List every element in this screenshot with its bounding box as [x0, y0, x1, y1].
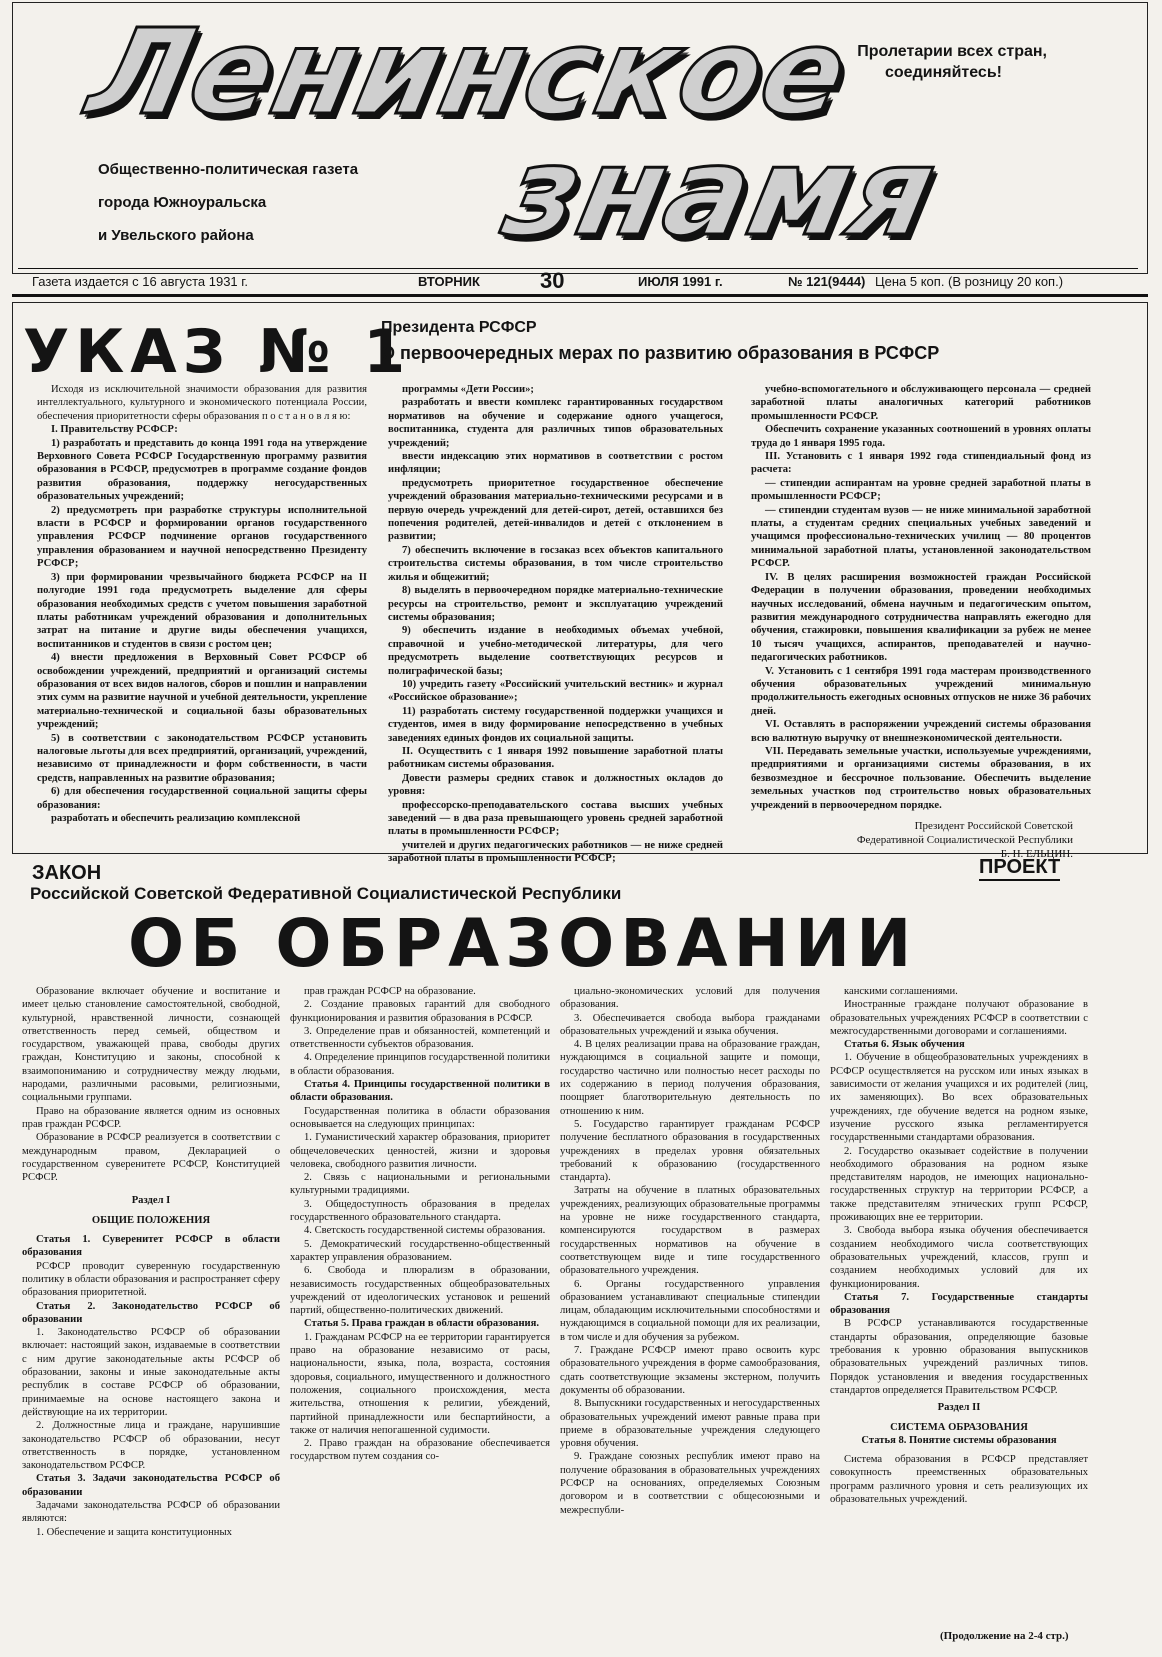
issue-number: № 121(9444) — [788, 274, 866, 289]
divider — [12, 294, 1148, 297]
paragraph: I. Правительству РСФСР: — [51, 424, 178, 436]
law-title: ОБ ОБРАЗОВАНИИ — [128, 905, 918, 982]
article-heading: Статья 3. Задачи законодательства РСФСР об образовании — [22, 1473, 280, 1498]
paragraph: V. Установить с 1 сентября 1991 года мастерам производственного обучения образовательных учреждений минимальную продолжительность ежегодных основных отпусков не ниже 36 рабочих дней. — [751, 665, 1091, 717]
paragraph: Государственная политика в области образования основывается на следующих принципах: — [290, 1105, 550, 1130]
paragraph: 7) обеспечить включение в госзаказ всех объектов капитального строительства системы образования, в том числе строительство жилья и общежитий; — [388, 544, 723, 583]
paragraph: 1. Гуманистический характер образования, приоритет общечеловеческих ценностей, жизни и здоровья человека, свободного развития личности. — [290, 1132, 550, 1170]
paragraph: 2. Государство оказывает содействие в получении необходимого образования на родном языке представителям народов, не имеющих национально-государственных структур на территории РСФСР, а также представителям этнических групп РСФСР, проживающих вне ее территории. — [830, 1145, 1088, 1224]
info-bar — [20, 268, 1120, 294]
issue-month-year: ИЮЛЯ 1991 г. — [638, 274, 723, 289]
slogan-line2: соединяйтесь! — [885, 64, 1002, 81]
paragraph: 2. Право граждан на образование обеспечивается государством путем создания со- — [290, 1438, 550, 1463]
law-column-1 — [22, 985, 280, 1649]
paragraph: циально-экономических условий для получения образования. — [560, 986, 820, 1011]
paragraph: VII. Передавать земельные участки, используемые учреждениями, предприятиями и организациями системы образования, в их безвозмездное и бессрочное пользование. Обеспечить выделение земельных участков под строительство новых образовательных учреждений в первоочередном порядке. — [751, 745, 1091, 811]
paragraph: 5. Государство гарантирует гражданам РСФСР получение бесплатного образования в государственных учреждениях в пределах уровня обязательных требований к образованию (государственного стандарта). — [560, 1118, 820, 1184]
decree-title: О первоочередных мерах по развитию образования в РСФСР — [381, 343, 940, 363]
paragraph: Задачами законодательства РСФСР об образовании являются: — [22, 1499, 280, 1525]
paragraph: 4. Светскость государственной системы образования. — [304, 1225, 546, 1237]
slogan — [807, 41, 1047, 83]
signature-line1: Президент Российской Советской — [914, 820, 1073, 832]
paragraph: — стипендии студентам вузов — не ниже минимальной заработной платы, а студентам средних специальных учебных заведений и учащимся профессионально-технических училищ — 80 процентов минимальной заработной платы, установленной законодательством РСФСР. — [751, 504, 1091, 570]
paragraph: 8) выделять в первоочередном порядке материально-технические ресурсы на строительство, ремонт и эксплуатацию учреждений системы образования; — [388, 585, 723, 623]
divider — [18, 268, 1138, 269]
section-heading: Раздел I — [131, 1195, 171, 1207]
paragraph: учебно-вспомогательного и обслуживающего персонала — средней заработной платы аналогичных категорий работников промышленности РСФСР. — [751, 384, 1091, 422]
decree-column-2 — [388, 383, 723, 865]
newspaper-logo-line2: знамя — [492, 121, 949, 263]
paragraph: 8. Выпускники государственных и негосударственных образовательных учреждений имеют равные права при приеме в образовательные учреждения следующего уровня обучения. — [560, 1398, 820, 1450]
section-heading: ОБЩИЕ ПОЛОЖЕНИЯ — [91, 1214, 211, 1226]
paragraph: 1. Обеспечение и защита конституционных — [36, 1526, 232, 1538]
signature-line2: Федеративной Социалистической Республики — [856, 834, 1073, 846]
paragraph: 9. Граждане союзных республик имеют право на получение образования в образовательных учреждениях РСФСР на основаниях, определяемых Союзным договором и в соответствии с общесоюзными и межреспубли- — [560, 1451, 820, 1516]
paragraph: предусмотреть приоритетное государственное обеспечение учреждений образования материально-техническими ресурсами и в первую очередь учреждений для детей-сирот, детей, оставшихся без попечения родителей, детей-инвалидов и детей с отклонением в развитии; — [388, 477, 723, 543]
paragraph: 6) для обеспечения государственной социальной защиты сферы образования: — [37, 786, 367, 811]
paragraph: IV. В целях расширения возможностей граждан Российской Федерации в получении образования, проведении необходимых научных исследований, обмена научным и педагогическим опытом, развития международного сотрудничества направлять ежегодно для обучения, стажировки, повышения квалификации за рубеж не менее 10 тысяч учащихся, аспирантов, преподавателей и научно-педагогических работников. — [751, 571, 1091, 664]
paragraph: 10) учредить газету «Российский учительский вестник» и журнал «Российское образование»; — [388, 678, 723, 704]
paragraph: Образование включает обучение и воспитание и имеет целью становление самостоятельной, свободной, культурной, нравственной личности, сознающей ответственность перед семьей, обществом и государством, уважающей права, свободы других граждан, Конституцию и законы, способной к взаимопониманию и сотрудничеству между людьми, народами, различными расовыми, религиозными, социальными группами. — [22, 986, 280, 1104]
decree-column-1 — [37, 383, 367, 845]
paragraph: В РСФСР устанавливаются государственные стандарты образования, определяющие базовые требования к уровню образования выпускников образовательных учреждений различных типов. Порядок установления и введения государственных стандартов определяется Правительством РСФСР. — [830, 1318, 1088, 1396]
paragraph: 6. Свобода и плюрализм в образовании, независимость государственных общеобразовательных учреждений от идеологических установок и решений партий, общественно-политических движений. — [290, 1265, 550, 1317]
paragraph: 2. Создание правовых гарантий для свободного функционирования и развития образования в РСФСР. — [290, 999, 550, 1024]
paragraph: 3. Обеспечивается свобода выбора гражданами образовательных учреждений и языка обучения. — [560, 1012, 820, 1037]
paragraph: 3. Определение прав и обязанностей, компетенций и ответственности субъектов образования. — [290, 1025, 550, 1051]
paragraph: III. Установить с 1 января 1992 года стипендиальный фонд из расчета: — [751, 451, 1091, 476]
paragraph: разработать и ввести комплекс гарантированных государством нормативов на обучение и содержание одного учащегося, воспитанника, студента для различных типов образовательных учреждений; — [388, 397, 723, 449]
paragraph: 1. Гражданам РСФСР на ее территории гарантируется право на образование независимо от расы, национальности, языка, пола, возраста, состояния здоровья, социального, имущественного и должностного положения, социального происхождения, места жительства, отношения к религии, убеждений, партийной принадлежности или беспартийности, а также от наличия непогашенной судимости. — [290, 1331, 550, 1436]
article-heading: Статья 5. Права граждан в области образования. — [304, 1318, 540, 1330]
article-heading: Статья 7. Государственные стандарты образования — [830, 1291, 1088, 1317]
article-heading: Статья 4. Принципы государственной политики в области образования. — [290, 1079, 550, 1104]
paragraph: — стипендии аспирантам на уровне средней заработной платы в промышленности РСФСР; — [751, 477, 1091, 503]
paragraph: 4. В целях реализации права на образование граждан, нуждающимся в социальной защите и помощи, государство частично или полностью несет расходы по их содержанию в период получения образования, поощряет благотворительную деятельность по отношению к ним. — [560, 1039, 820, 1117]
paragraph: Иностранные граждане получают образование в образовательных учреждениях РСФСР в соответствии с межгосударственными договорами и соглашениями. — [830, 999, 1088, 1037]
paragraph: 1. Законодательство РСФСР об образовании включает: настоящий закон, издаваемые в соответствии с ним другие законодательные акты РСФСР об образовании, законы и иные законодательные акты республик в составе РСФСР об образовании, принимаемые на основе настоящего закона и действующие на их территории. — [22, 1327, 280, 1418]
paragraph: 6. Органы государственного управления образованием устанавливают специальные стипендии лицам, обладающим исключительными способностями и нуждающимся в социальной помощи для их реализации, в том числе и для обучения за рубежом. — [560, 1278, 820, 1343]
signature-name: Б. Н. ЕЛЬЦИН. — [1000, 848, 1073, 860]
continued-note: (Продолжение на 2-4 стр.) — [940, 1630, 1069, 1642]
section-heading: СИСТЕМА ОБРАЗОВАНИЯ — [890, 1421, 1028, 1433]
paragraph: профессорско-преподавательского состава высших учебных заведений — в два раза превышающего уровень средней заработной платы в промышленности РСФСР; — [388, 799, 723, 838]
paragraph: 11) разработать систему государственной поддержки учащихся и студентов, имея в виду формирование непосредственно в учебных заведениях единых фондов их социальной защиты. — [388, 705, 723, 744]
decree-column-3 — [751, 383, 1091, 823]
subtitle-line2: города Южноуральска — [98, 194, 267, 211]
paragraph: РСФСР проводит суверенную государственную политику в области образования и распространяет сферу образования приоритетной. — [22, 1260, 280, 1299]
paragraph: программы «Дети России»; — [402, 384, 534, 395]
decree-issuer: Президента РСФСР — [381, 319, 537, 336]
paragraph: канскими соглашениями. — [844, 986, 958, 997]
paragraph: 1) разработать и представить до конца 1991 года на утверждение Верховного Совета РСФСР Государственную программу развития образования в РСФСР, предусмотрев в программе создание фондов развития образования, поддержку негосударственных образовательных учреждений; — [37, 437, 367, 503]
paragraph: разработать и обеспечить реализацию комплексной — [51, 813, 301, 824]
paragraph: Исходя из исключительной значимости образования для развития интеллектуального, культурного и экономического потенциала России, обеспечения приоритетности сферы образования п о с т а н о в л я ю: — [37, 384, 367, 422]
draft-label: ПРОЕКТ — [979, 856, 1060, 881]
article-heading: Статья 8. Понятие системы образования — [861, 1434, 1057, 1446]
paragraph: Затраты на обучение в платных образовательных учреждениях, реализующих образовательные программы на уровне не ниже государственного стандарта, компенсируются государством в размерах государственных нормативов на обучение в соответствующем виде и типе государственного образовательного учреждения. — [560, 1185, 820, 1277]
paragraph: Довести размеры средних ставок и должностных окладов до уровня: — [388, 772, 723, 798]
paragraph: 5) в соответствии с законодательством РСФСР установить налоговые льготы для всех предприятий, организаций, учреждений, независимо от принадлежности и форм собственности, в части средств, направленных на развитие образования; — [37, 732, 367, 784]
paragraph: 2. Связь с национальными и региональными культурными традициями. — [290, 1172, 550, 1197]
paragraph: ввести индексацию этих нормативов в соответствии с ростом инфляции; — [388, 451, 723, 476]
decree-section — [12, 302, 1148, 865]
paragraph: VI. Оставлять в распоряжении учреждений системы образования всю валютную выручку от внешнеэкономической деятельности. — [751, 719, 1091, 744]
paragraph: прав граждан РСФСР на образование. — [304, 986, 476, 997]
paragraph: 3) при формировании чрезвычайного бюджета РСФСР на II полугодие 1991 года предусмотреть выделение для сферы образования необходимых средств с учетом повышения заработной платы работникам учреждений образования и дополнительных затрат на питание и другие виды обеспечения учащихся, воспитанников и студентов в связи с ростом цен; — [37, 571, 367, 650]
section-heading: Раздел II — [937, 1402, 981, 1414]
paragraph: 9) обеспечить издание в необходимых объемах учебной, справочной и учебно-методической литературы, для чего предусмотреть выделение соответствующих ресурсов и полиграфической базы; — [388, 625, 723, 677]
paragraph: 7. Граждане РСФСР имеют право освоить курс образовательного учреждения в форме самообразования, сдать соответствующие экзамены экстерном, получить документы об образовании. — [560, 1345, 820, 1396]
paragraph: 4) внести предложения в Верховный Совет РСФСР об освобождении учреждений, предприятий и организаций системы образования от всех видов налогов, сборов и пошлин и направлении этих сумм на развитие научной и учебной деятельности, укрепление материально-технической и социальной базы образовательных учреждений; — [37, 652, 367, 731]
law-column-4 — [830, 985, 1088, 1605]
paragraph: II. Осуществить с 1 января 1992 повышение заработной платы работникам системы образования. — [388, 745, 723, 771]
paragraph: Право на образование является одним из основных прав граждан РСФСР. — [22, 1105, 280, 1130]
law-column-3 — [560, 985, 820, 1649]
law-column-2 — [290, 985, 550, 1649]
signature-block — [813, 819, 1073, 861]
paragraph: 4. Определение принципов государственной политики в области образования. — [290, 1052, 550, 1077]
subtitle-line1: Общественно-политическая газета — [98, 161, 359, 178]
law-republic: Российской Советской Федеративной Социалистической Республики — [30, 884, 622, 903]
paragraph: 3. Свобода выбора языка обучения обеспечивается созданием необходимого числа соответствующих образовательных учреждений, классов, групп и созданием необходимых условий для их функционирования. — [830, 1225, 1088, 1290]
founded-text: Газета издается с 16 августа 1931 г. — [32, 274, 249, 289]
paragraph: 3. Общедоступность образования в пределах государственного образовательного стандарта. — [290, 1198, 550, 1224]
paragraph: 1. Обучение в общеобразовательных учреждениях в РСФСР осуществляется на русском или иных языках в зависимости от желания учащихся и их родителей (лиц, их заменяющих). Во всех образовательных учреждениях, где обучение ведется на родном языке, изучение русского языка регламентируется государственными стандартами образования. — [830, 1052, 1088, 1144]
price: Цена 5 коп. (В розницу 20 коп.) — [875, 274, 1064, 289]
article-heading: Статья 1. Суверенитет РСФСР в области образования — [22, 1234, 280, 1259]
subtitle — [98, 153, 418, 252]
issue-day: 30 — [540, 268, 565, 293]
newspaper-logo-line1: Ленинское — [78, 3, 861, 141]
subtitle-line3: и Увельского района — [98, 227, 254, 244]
law-label: ЗАКОН — [32, 862, 102, 884]
weekday: ВТОРНИК — [418, 274, 480, 289]
masthead — [12, 2, 1148, 274]
decree-heading: УКАЗ № 1 — [23, 317, 412, 387]
slogan-line1: Пролетарии всех стран, — [857, 43, 1047, 60]
article-heading: Статья 6. Язык обучения — [844, 1039, 965, 1051]
paragraph: 2. Должностные лица и граждане, нарушившие законодательство РСФСР об образовании, несут ответственность в порядке, установленном законодательством РСФСР. — [22, 1420, 280, 1472]
paragraph: Обеспечить сохранение указанных соотношений в уровнях оплаты труда до 1 января 1995 года. — [751, 424, 1091, 449]
paragraph: Система образования в РСФСР представляет совокупность преемственных образовательных программ различного уровня и сеть реализующих их образовательных учреждений. — [830, 1454, 1088, 1505]
paragraph: учителей и других педагогических работников — не ниже средней заработной платы в промышленности РСФСР; — [388, 839, 723, 865]
article-heading: Статья 2. Законодательство РСФСР об образовании — [22, 1300, 280, 1325]
paragraph: Образование в РСФСР реализуется в соответствии с международным правом, Декларацией о государственном суверенитете РСФСР, Конституцией РСФСР. — [22, 1132, 280, 1184]
paragraph: 5. Демократический государственно-общественный характер управления образованием. — [290, 1238, 550, 1263]
paragraph: 2) предусмотреть при разработке структуры исполнительной власти в РСФСР и формировании органов государственного управления РСФСР подчинение органов государственного управления образованием и научной непосредственно Президенту РСФСР; — [37, 504, 367, 570]
